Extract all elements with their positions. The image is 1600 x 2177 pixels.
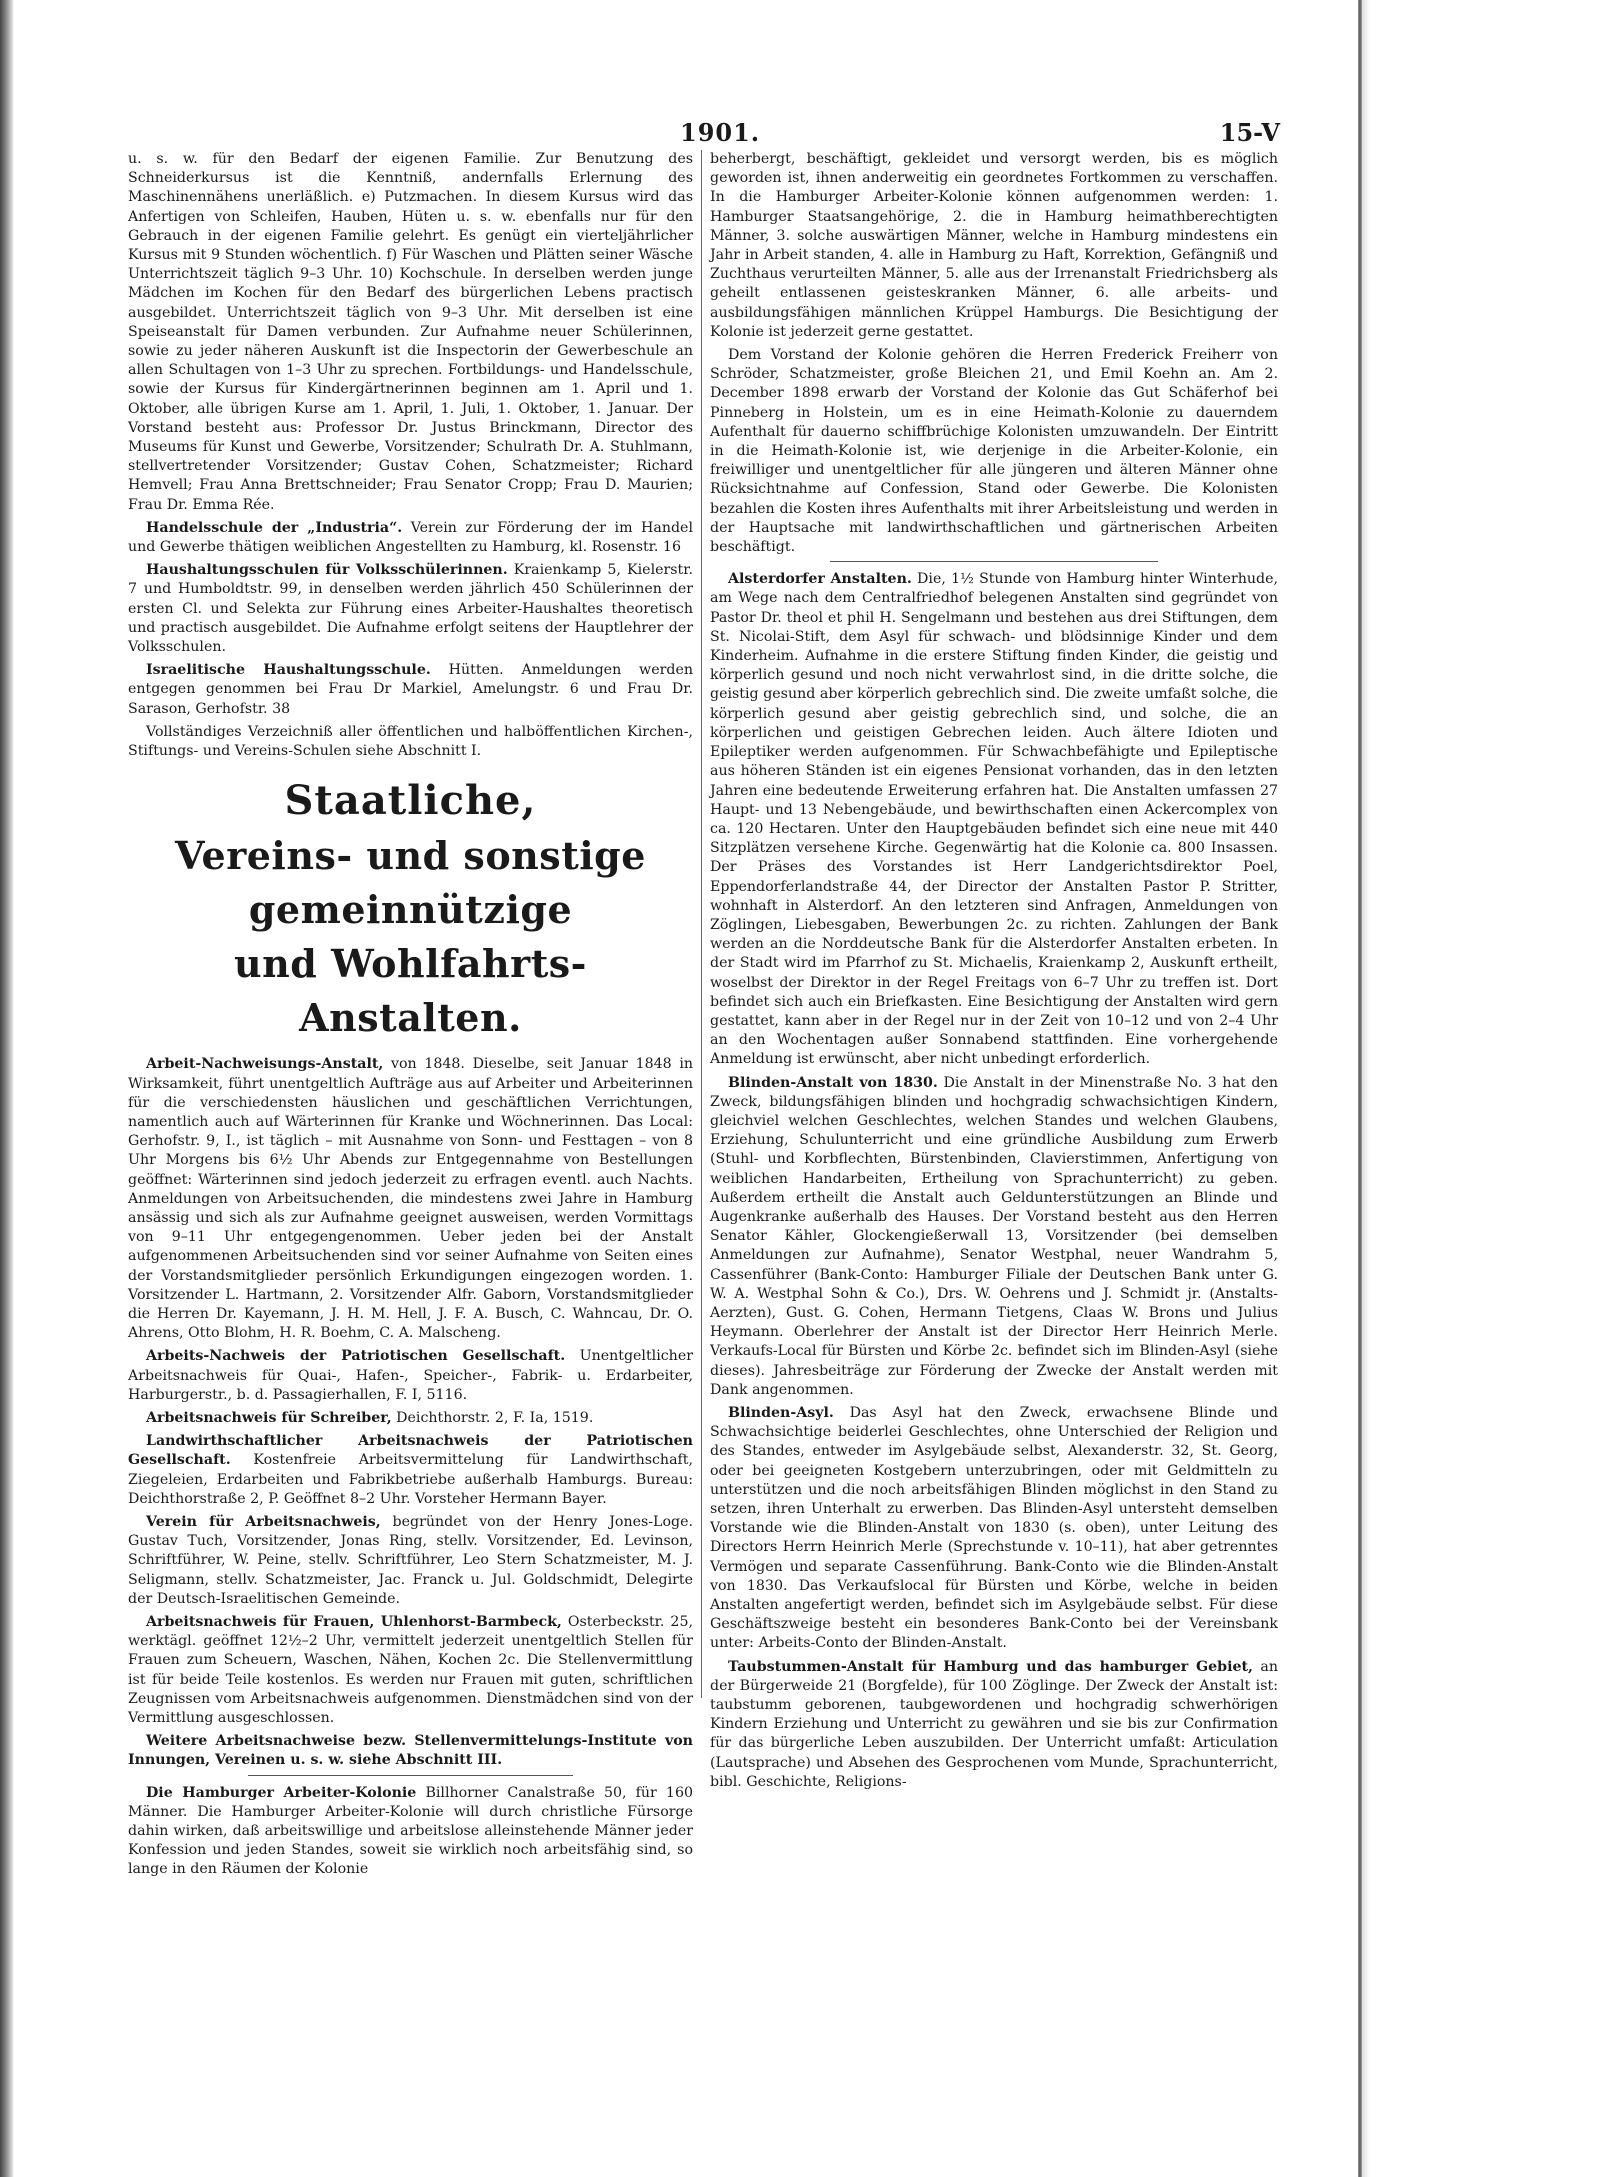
entry-title: Landwirthschaftlicher Arbeitsnachweis der Patriotischen Gesellschaft. [128,1433,693,1469]
page-header [120,118,1280,148]
entry-text: Kraienkamp 5, Kielerstr. 7 und Humboldtstr. 99, in denselben werden jährlich 450 Schülerinnen der ersten Cl. und Selekta zur Führung eines Arbeiter-Haushaltes theoretisch und practisch ausgebildet. Die Aufnahme erfolgt seitens der Hauptlehrer der Volksschulen. [128,562,693,656]
entry-title: Israelitische Haushaltungsschule. [146,662,431,679]
entry-blinden-anstalt [710,1074,1278,1400]
entry-title: Arbeitsnachweis für Schreiber, [146,1409,392,1426]
section-heading-line3: und Wohlfahrts-Anstalten. [234,941,587,1041]
section-heading-line2: Vereins- und sonstige gemeinnützige [175,833,646,933]
entry-schreiber [128,1409,693,1428]
section-heading [128,773,693,1045]
entry-alsterdorfer [710,570,1278,1069]
right-column [710,150,1278,1796]
entry-text: an der Bürgerweide 21 (Borgfelde), für 100 Zöglinge. Der Zweck der Anstalt ist: taubstumm geborenen, taubgewordenen und hochgradig schwerhörigen Kindern Erziehung und Unterricht zu gewähren und sie bis zur Confirmation für das bürgerliche Leben auszubilden. Der Unterricht umfaßt: Articulation (Lautsprache) und Absehen des Gesprochenen vom Munde, Sprachunterricht, bibl. Geschichte, Religions- [710,1658,1279,1790]
entry-text: Osterbeckstr. 25, werktägl. geöffnet 12½–2 Uhr, vermittelt jederzeit unentgeltlich Stellen für Frauen zum Scheuern, Waschen, Nähen, Kochen 2c. Die Stellenvermittlung ist für beide Teile kostenlos. Es werden nur Frauen mit guten, schriftlichen Zeugnissen vom Arbeitsnachweis aufgenommen. Dienstmädchen sind von der Vermittlung ausgeschlossen. [128,1613,693,1726]
entry-text: Unentgeltlicher Arbeitsnachweis für Quai-, Hafen-, Speicher-, Fabrik- u. Erdarbeiter, Harburgerstr., b. d. Passagierhallen, F. I, 5116. [128,1348,693,1403]
divider-rule [248,1775,573,1776]
entry-text: Die, 1½ Stunde von Hamburg hinter Winterhude, am Wege nach dem Centralfriedhof belegenen Anstalten sind gegründet von Pastor Dr. theol et phil H. Sengelmann und bestehen aus drei Stiftungen, dem St. Nicolai-Stift, dem Asyl für schwach- und blödsinnige Kinder und dem Kinderheim. Aufnahme in die erstere Stiftung finden Kinder, die geistig und körperlich gesund und noch nicht verwahrlost sind, in die dritte solche, die geistig gesund aber körperlich gebrechlich sind. Die zweite umfaßt solche, die körperlich gesund aber geistig gebrechlich sind, und solche, die an körperlichen und geistigen Gebrechen leiden. Auch ältere Idioten und Epileptiker werden aufgenommen. Für Schwachbefähigte und Epileptische aus höheren Ständen ist ein eigenes Pensionat vorhanden, das in den letzten Jahren eine bedeutende Erweiterung erfahren hat. Die Anstalten umfassen 27 Haupt- und 13 Nebengebäude, und bewirthschaften einen Ackercomplex von ca. 120 Hectaren. Unter den Hauptgebäuden befindet sich eine neue mit 440 Sitzplätzen versehene Kirche. Gegenwärtig hat die Kolonie ca. 800 Insassen. Der Präses des Vorstandes ist Herr Landgerichtsdirektor Poel, Eppendorferlandstraße 44, der Director der Anstalten Pastor P. Stritter, wohnhaft in Alsterdorf. An den letzteren sind Anfragen, Anmeldungen von Zöglingen, Liebesgaben, Bewerbungen 2c. zu richten. Zahlungen der Bank werden an die Norddeutsche Bank für die Alsterdorfer Anstalten erbeten. In der Stadt wird im Pfarrhof zu St. Michaelis, Kraienkamp 2, Auskunft ertheilt, woselbst der Direktor in der Regel Freitags von 6–7 Uhr zu treffen ist. Dort befindet sich auch ein Briefkasten. Eine Besichtigung der Anstalten wird gern gestattet, kann aber in der Regel nur in der Zeit von 10–12 und von 2–4 Uhr an den Wochentagen außer Sonnabend stattfinden. Eine vorhergehende Anmeldung ist erwünscht, aber nicht unbedingt erforderlich. [710,571,1278,1068]
entry-title: Arbeitsnachweis für Frauen, Uhlenhorst-Barmbeck, [146,1613,562,1630]
entry-handelsschule [128,519,693,557]
entry-text: Das Asyl hat den Zweck, erwachsene Blinde und Schwachsichtige beiderlei Geschlechtes, ohne Unterschied der Religion und des Standes, entweder im Asylgebäude selbst, Alexanderstr. 32, St. Georg, oder bei geeigneten Kostgebern unterzubringen, oder mit Geldmitteln zu unterstützen und die noch arbeitsfähigen Blinden möglichst in den Stand zu setzen, ihren Unterhalt zu erwerben. Das Blinden-Asyl untersteht demselben Vorstande wie die Blinden-Anstalt von 1830 (s. oben), unter Leitung des Directors Herrn Heinrich Merle (Sprechstunde v. 10–11), hat aber getrenntes Vermögen und separate Cassenführung. Bank-Conto wie die Blinden-Anstalt von 1830. Das Verkaufslocal für Bürsten und Körbe, welche in beiden Anstalten angefertigt werden, befindet sich im Asylgebäude selbst. Für diese Geschäftszweige besteht ein besonderes Bank-Conto bei der Vereinsbank unter: Arbeits-Conto der Blinden-Anstalt. [710,1405,1278,1652]
weitere-note: Weitere Arbeitsnachweise bezw. Stellenvermittelungs-Institute von Innungen, Vereinen u. s. w. siehe Abschnitt III. [128,1733,693,1769]
kolonie-vorstand: Dem Vorstand der Kolonie gehören die Herren Frederick Freiherr von Schröder, Schatzmeister, große Bleichen 21, und Emil Koehn an. Am 2. December 1898 erwarb der Vorstand der Kolonie das Gut Schäferhof bei Pinneberg in Holstein, um es in eine Heimath-Kolonie zu dauerndem Aufenthalt für dauerno schiffbrüchige Kolonisten umzuwandeln. Der Eintritt in die Heimath-Kolonie ist, wie derjenige in die Arbeiter-Kolonie, ein freiwilliger und unentgeltlicher für alle jüngeren und älteren Männer ohne Rücksichtnahme auf Confession, Stand oder Gewerbe. Die Kolonisten bezahlen die Kosten ihres Aufenthalts mit ihrer Arbeitsleistung und werden in der Hauptsache mit landwirthschaftlichen und gärtnerischen Arbeiten beschäftigt. [710,347,1278,556]
entry-haushaltungsschulen [128,561,693,657]
entry-title: Blinden-Asyl. [728,1405,834,1421]
page-binding-edge [0,0,14,2177]
kolonie-continuation: beherbergt, beschäftigt, gekleidet und versorgt werden, bis es möglich geworden ist, ihnen anderweitig ein geordnetes Fortkommen zu verschaffen. In die Hamburger Arbeiter-Kolonie können aufgenommen werden: 1. Hamburger Staatsangehörige, 2. die in Hamburg heimathberechtigten Männer, 3. solche auswärtigen Männer, welche in Hamburg mindestens ein Jahr in Arbeit standen, 4. alle in Hamburg zu Haft, Korrektion, Gefängniß und Zuchthaus verurteilten Männer, 5. alle aus der Irrenanstalt Friedrichsberg als geheilt entlassenen geisteskranken Männer, 6. alle arbeits- und ausbildungsfähigen männlichen Krüppel Hamburgs. Die Besichtigung der Kolonie ist jederzeit gerne gestattet. [710,151,1278,340]
entry-title: Arbeit-Nachweisungs-Anstalt, [146,1056,384,1073]
entry-arbeit-nachweisung [128,1055,693,1343]
entry-text: begründet von der Henry Jones-Loge. Gustav Tuch, Vorsitzender, Jonas Ring, stellv. Vorsitzender, Ed. Levinson, Schriftführer, W. Peine, stellv. Schriftführer, Leo Stern Schatzmeister, M. J. Seligmann, stellv. Schatzmeister, Jac. Franck u. Jul. Goldschmidt, Delegirte der Deutsch-Israelitischen Gemeinde. [128,1513,694,1607]
intro-paragraph: u. s. w. für den Bedarf der eigenen Familie. Zur Benutzung des Schneiderkursus ist die Kenntniß, andernfalls Erlernung des Maschinennähens unerläßlich. e) Putzmachen. In diesem Kursus wird das Anfertigen von Schleifen, Hauben, Hüten u. s. w. ebenfalls nur für den Gebrauch in der eigenen Familie gelehrt. Es genügt ein vierteljährlicher Kursus mit 9 Stunden wöchentlich. f) Für Waschen und Plätten seiner Wäsche Unterrichtszeit täglich 9–3 Uhr. 10) Kochschule. In derselben werden junge Mädchen im Kochen für den Bedarf des bürgerlichen Lebens practisch ausgebildet. Unterrichtszeit täglich von 9–3 Uhr. Mit derselben ist eine Speiseanstalt für Damen verbunden. Zur Aufnahme neuer Schülerinnen, sowie zu jeder näheren Auskunft ist die Inspectorin der Gewerbeschule an allen Schultagen von 1–3 Uhr zu sprechen. Fortbildungs- und Handelsschule, sowie der Kursus für Kindergärtnerinnen beginnen am 1. April und 1. Oktober, alle übrigen Kurse am 1. April, 1. Juli, 1. Oktober, 1. Januar. Der Vorstand besteht aus: Professor Dr. Justus Brinckmann, Director des Museums für Kunst und Gewerbe, Vorsitzender; Schulrath Dr. A. Stuhlmann, stellvertretender Vorsitzender; Gustav Cohen, Schatzmeister; Richard Hemvell; Frau Anna Brettschneider; Frau Senator Cropp; Frau D. Maurien; Frau Dr. Emma Rée. [128,151,693,513]
entry-text: Hütten. Anmeldungen werden entgegen genommen bei Frau Dr Markiel, Amelungstr. 6 und Frau Dr. Sarason, Gerhofstr. 38 [128,662,693,717]
entry-israelitische [128,661,693,719]
entry-title: Handelsschule der „Industria“. [146,519,403,536]
entry-text: Kostenfreie Arbeitsvermittelung für Landwirthschaft, Ziegeleien, Erdarbeiten und Fabrikbetriebe außerhalb Hamburgs. Bureau: Deichthorstraße 2, P. Geöffnet 8–2 Uhr. Vorsteher Hermann Bayer. [128,1452,693,1507]
entry-title: Arbeits-Nachweis der Patriotischen Gesellschaft. [146,1348,566,1365]
page-number: 15-V [1219,118,1280,147]
verzeichniss-note: Vollständiges Verzeichniß aller öffentlichen und halböffentlichen Kirchen-, Stiftungs- und Vereins-Schulen siehe Abschnitt I. [128,723,693,760]
page-fold-shadow [1362,0,1370,2177]
entry-patriotische [128,1347,693,1405]
entry-title: Blinden-Anstalt von 1830. [728,1074,938,1091]
entry-title: Alsterdorfer Anstalten. [728,571,912,588]
entry-taubstummen [710,1658,1278,1792]
entry-title: Haushaltungsschulen für Volksschülerinnen. [146,562,508,579]
entry-text: von 1848. Dieselbe, seit Januar 1848 in Wirksamkeit, führt unentgeltlich Aufträge aus auf Arbeiter und Arbeiterinnen für die verschiedensten häuslichen und geschäftlichen Verrichtungen, namentlich auch auf Wärterinnen für Kranke und Wöchnerinnen. Das Local: Gerhofstr. 9, I., ist täglich – mit Ausnahme von Sonn- und Festtagen – von 8 Uhr Morgens bis 6½ Uhr Abends zur Entgegennahme von Bestellungen geöffnet: Wärterinnen sind jedoch jederzeit zu erfragen eventl. auch Nachts. Anmeldungen von Arbeitsuchenden, die mindestens zwei Jahre in Hamburg ansässig und sich als zur Aufnahme geeignet ausweisen, werden Vormittags von 9–11 Uhr entgegengenommen. Ueber jeden bei der Anstalt aufgenommenen Arbeitsuchenden sind vor seiner Aufnahme von Seiten eines der Vorstandsmitglieder persönlich Erkundigungen eingezogen worden. 1. Vorsitzender L. Hartmann, 2. Vorsitzender Alfr. Gaborn, Vorstandsmitglieder die Herren Dr. Kayemann, J. H. M. Hell, J. F. A. Busch, C. Wahncau, Dr. O. Ahrens, Otto Blohm, H. R. Boehm, C. A. Malscheng. [128,1056,693,1342]
entry-text: Billhorner Canalstraße 50, für 160 Männer. Die Hamburger Arbeiter-Kolonie will durch christliche Fürsorge dahin wirken, daß arbeitswillige und arbeitslose alleinstehende Männer jeder Konfession und jeden Standes, soweit sie wirklich noch arbeitsfähig sind, so lange in den Räumen der Kolonie [128,1784,694,1878]
column-separator [701,150,702,1698]
page-year: 1901. [680,118,761,147]
entry-frauen [128,1613,693,1728]
entry-text: Die Anstalt in der Minenstraße No. 3 hat den Zweck, bildungsfähigen blinden und hochgradig schwachsichtigen Kindern, gleichviel welchen Geschlechtes, welchen Standes und welchen Glaubens, Erziehung, Schulunterricht und eine gründliche Ausbildung zum Erwerb (Stuhl- und Korbflechten, Bürstenbinden, Clavierstimmen, Anfertigung von weiblichen Handarbeiten, Ertheilung von Sprachunterricht) zu geben. Außerdem ertheilt die Anstalt auch Geldunterstützungen an Blinde und Augenkranke außerhalb des Hauses. Der Vorstand besteht aus den Herren Senator Kähler, Glockengießerwall 13, Vorsitzender (bei demselben Anmeldungen zur Aufnahme), Senator Westphal, neuer Wandrahm 5, Cassenführer (Bank-Conto: Hamburger Filiale der Deutschen Bank unter G. W. A. Westphal Sohn & Co.), Drs. W. Oehrens und J. Schmidt jr. (Anstalts-Aerzten), Gust. G. Cohen, Hermann Tietgens, Claas W. Brons und Julius Heymann. Oberlehrer der Anstalt ist der Director Herr Heinrich Merle. Verkaufs-Local für Bürsten und Körbe 2c. befindet sich im Blinden-Asyl (siehe dieses). Jahresbeiträge zur Förderung der Zwecke der Anstalt werden mit Dank angenommen. [710,1074,1278,1398]
entry-text: Verein zur Förderung der im Handel und Gewerbe thätigen weiblichen Angestellten zu Hamburg, kl. Rosenstr. 16 [128,519,693,556]
entry-verein-arbeitsnachweis [128,1513,693,1609]
entry-landwirthschaftlicher [128,1432,693,1509]
left-column [128,150,693,1884]
entry-title: Die Hamburger Arbeiter-Kolonie [146,1784,417,1801]
entry-blinden-asyl [710,1404,1278,1654]
entry-arbeiter-kolonie [128,1784,693,1880]
entry-text: Deichthorstr. 2, F. Ia, 1519. [396,1409,594,1426]
entry-title: Taubstummen-Anstalt für Hamburg und das hamburger Gebiet, [728,1658,1254,1675]
entry-title: Verein für Arbeitsnachweis, [146,1513,381,1530]
section-heading-line1: Staatliche, [284,777,537,825]
divider-rule [830,561,1158,562]
